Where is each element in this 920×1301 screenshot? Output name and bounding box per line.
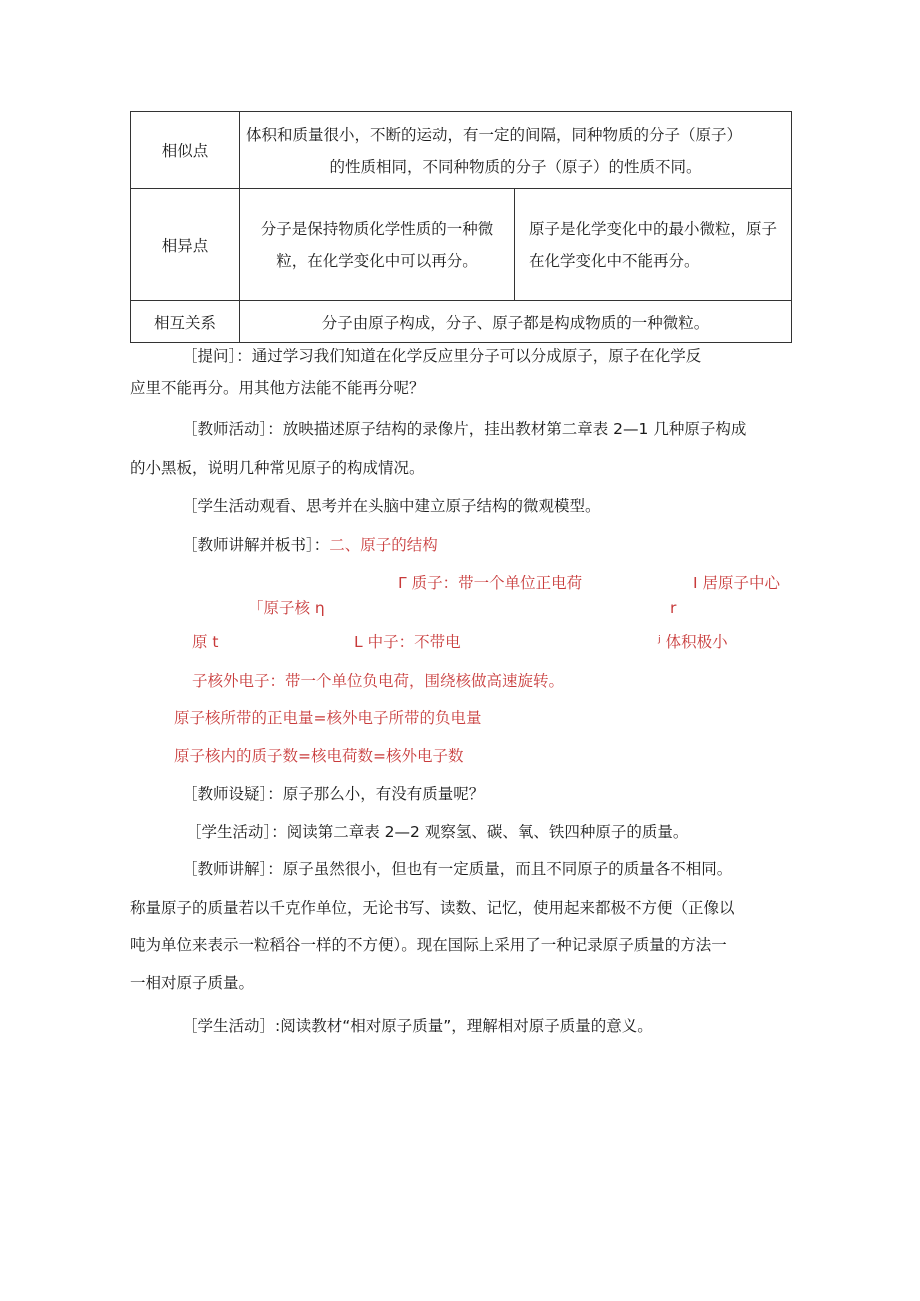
- teacher-explain-line-1: ［教师讲解］：原子虽然很小，但也有一定质量，而且不同原子的质量各不相同。: [182, 860, 733, 878]
- similarity-line-2: 的性质相同，不同种物质的分子（原子）的性质不同。: [329, 158, 702, 176]
- comparison-table: [130, 111, 792, 343]
- atom-structure-title: 二、原子的结构: [329, 536, 438, 554]
- row-header-relation: 相互关系: [131, 301, 240, 343]
- row-header-difference: 相异点: [131, 189, 240, 301]
- student-read-line: ［学生活动］：阅读第二章表 2—2 观察氢、碳、氧、铁四种原子的质量。: [186, 823, 689, 841]
- teacher-explain-line-2: 称量原子的质量若以千克作单位，无论书写、读数、记忆，使用起来都极不方便（正像以: [130, 899, 735, 917]
- teacher-lecture-label: ［教师讲解并板书］：: [182, 536, 330, 554]
- difference-molecule-cell: [240, 189, 515, 301]
- teacher-lecture-line: [182, 535, 438, 555]
- teacher-explain-line-4: 一相对原子质量。: [130, 974, 255, 992]
- teacher-activity-line-2: 的小黑板，说明几种常见原子的构成情况。: [130, 459, 425, 477]
- electron-line: 子核外电子：带一个单位负电荷，围绕核做高速旋转。: [192, 672, 565, 690]
- student-read-line-2: ［学生活动］:阅读教材“相对原子质量”，理解相对原子质量的意义。: [182, 1017, 653, 1035]
- center-note: I 居原子中心: [693, 574, 780, 592]
- neutron-line: L 中子：不带电: [354, 633, 461, 651]
- teacher-explain-line-3: 吨为单位来表示一粒稻谷一样的不方便）。现在国际上采用了一种记录原子质量的方法一: [130, 936, 727, 954]
- equation-count: 原子核内的质子数=核电荷数=核外电子数: [174, 747, 464, 765]
- atom-label: 原 t: [192, 633, 219, 651]
- nucleus-label: 「原子核 η: [248, 599, 325, 617]
- difference-atom-text: 原子是化学变化中的最小微粒，原子在化学变化中不能再分。: [529, 219, 778, 270]
- question-line-1: ［提问］：通过学习我们知道在化学反应里分子可以分成原子，原子在化学反: [182, 347, 702, 365]
- teacher-doubt-line: ［教师设疑］：原子那么小，有没有质量呢？: [182, 785, 485, 803]
- table-row-relation: [131, 301, 792, 343]
- equation-charge: 原子核所带的正电量=核外电子所带的负电量: [174, 709, 482, 727]
- relation-text: 分子由原子构成，分子、原子都是构成物质的一种微粒。: [240, 301, 792, 343]
- similarity-line-1: 体积和质量很小，不断的运动，有一定的间隔，同种物质的分子（原子）: [246, 126, 743, 144]
- student-activity-line: ［学生活动观看、思考并在头脑中建立原子结构的微观模型。: [182, 497, 601, 515]
- difference-atom-cell: [515, 189, 792, 301]
- proton-line: Γ 质子：带一个单位正电荷: [398, 574, 583, 592]
- table-row-similarity: [131, 112, 792, 189]
- similarity-cell: [240, 112, 792, 189]
- teacher-activity-line-1: ［教师活动］：放映描述原子结构的录像片，挂出教材第二章表 2—1 几种原子构成: [182, 420, 747, 438]
- row-header-similarity: 相似点: [131, 112, 240, 189]
- brace-mark: r: [670, 599, 677, 617]
- table-row-difference: [131, 189, 792, 301]
- question-line-2: 应里不能再分。用其他方法能不能再分呢？: [130, 379, 425, 397]
- difference-molecule-text: 分子是保持物质化学性质的一种微粒，在化学变化中可以再分。: [260, 219, 494, 270]
- small-volume-note: ʲ 体积极小: [658, 633, 728, 651]
